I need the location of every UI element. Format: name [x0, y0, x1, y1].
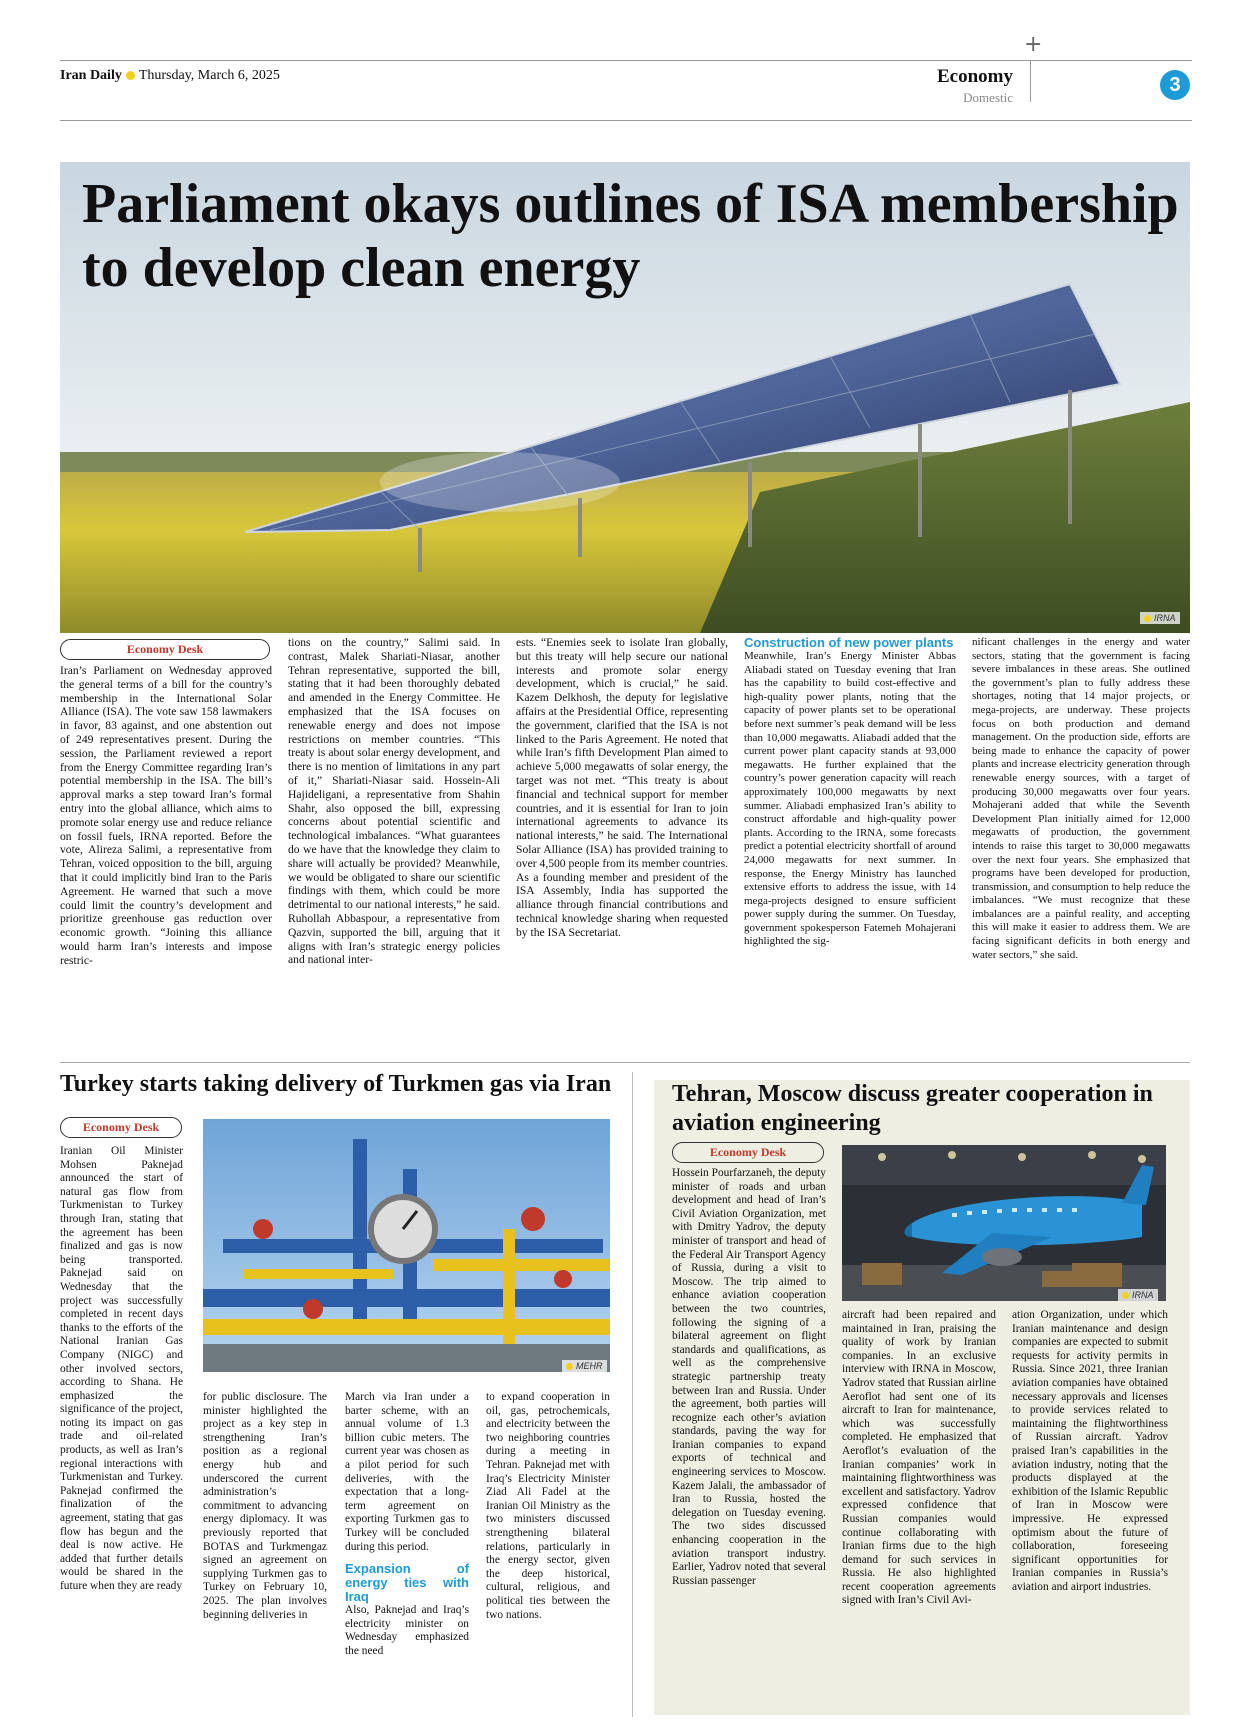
- main-column-4-text: Meanwhile, Iran’s Energy Minister Abbas Aliabadi stated on Tuesday evening that Iran has the capability to build cost-effective and high-quality power plants, noting that the capacity of power plants set to be operational before next summer’s peak demand will be less than 10,000 megawatts. Aliabadi added that the current power plant capacity stands at 93,000 megawatts. He further explained that the country’s power generation capacity will reach approximately 100,000 megawatts by next summer. Aliabadi emphasized Iran’s ability to construct affordable and high-quality power plants. According to the IRNA, some forecasts predict a potential electricity shortfall of around 24,000 megawatts for next summer. In response, the Energy Ministry has launched extensive efforts to address the issue, with 14 mega-projects designed to ensure sufficient power supply during the summer. On Tuesday, government spokesperson Fatemeh Mohajerani highlighted the sig-: [744, 650, 956, 948]
- turkey-column-1: Iranian Oil Minister Mohsen Paknejad announced the start of natural gas flow from Turkmenistan to Turkey through Iran, stating that the agreement has been finalized and gas is now being transported. Paknejad said on Wednesday that the project was successfully completed in recent days thanks to the efforts of the National Iranian Gas Company (NIGC) and other involved sectors, according to Shana. He emphasized the significance of the project, noting its impact on gas trade and oil-related products, as well as Iran’s regional interactions with Turkmenistan and Turkey. Paknejad confirmed the finalization of the agreement, stating that gas flow has begun and the deal is now active. He added that further details would be shared in the future when they are ready: [60, 1145, 183, 1592]
- turkey-photo-credit-text: MEHR: [576, 1361, 603, 1371]
- subhead-iraq: Expansion of energy ties with Iraq: [345, 1561, 469, 1605]
- paper-name: Iran Daily: [60, 68, 122, 83]
- blue-airplane-illustration: [842, 1145, 1166, 1301]
- gas-valves-illustration: [203, 1119, 610, 1372]
- economy-desk-badge: Economy Desk: [60, 639, 270, 660]
- masthead: [60, 68, 280, 84]
- turkey-column-3: [345, 1391, 469, 1659]
- section-label: [900, 66, 1013, 106]
- subhead-power-plants: Construction of new power plants: [744, 635, 954, 650]
- turkey-headline: Turkey starts taking delivery of Turkmen gas via Iran: [60, 1071, 612, 1097]
- main-headline: Parliament okays outlines of ISA membership to develop clean energy: [82, 173, 1179, 299]
- column-divider: [632, 1072, 633, 1717]
- turkey-column-4: to expand cooperation in oil, gas, petrochemicals, and electricity between the two neighboring countries during a meeting in Tehran. Paknejad met with Iraq’s Electricity Minister Ziad Ali Fadel at the Iranian Oil Ministry as the two ministers discussed strengthening bilateral relations, particularly in the energy sector, given the deep historical, cultural, religious, and political ties between the two nations.: [486, 1391, 610, 1621]
- turkey-desk-badge: Economy Desk: [60, 1117, 182, 1138]
- main-column-5: nificant challenges in the energy and water sectors, stating that the government is facing severe imbalances in these areas. She outlined the government’s plan to fully address these shortages, noting that 14 major projects, or mega-projects, are underway. These projects focus on both production and demand management. On the production side, efforts are being made to enhance the capacity of power plants and increase electricity generation through renewable energy sources, with a target of producing 30,000 megawatts over four years. Mohajerani added that while the Seventh Development Plan initially aimed for 12,000 megawatts of production, the government intends to raise this target to 30,000 megawatts over the next four years. She emphasized that programs have been developed for production, transmission, and consumption to help reduce the imbalances. “We must recognize that these imbalances are a painful reality, and accepting this will make it easier to address them. We are facing significant deficits in both energy and water sectors,” she said.: [972, 636, 1190, 961]
- credit-dot-icon: [1144, 615, 1151, 622]
- credit-dot-icon: [566, 1363, 573, 1370]
- aviation-photo-credit: [1118, 1289, 1158, 1301]
- turkey-column-2: for public disclosure. The minister highlighted the project as a key step in strengthening Iran’s position as a regional energy hub and underscored the current administration’s commitment to advancing energy diplomacy. It was previously reported that BOTAS and Turkmengaz signed an agreement on supplying Turkmen gas to Turkey on February 10, 2025. The plan involves beginning deliveries in: [203, 1391, 327, 1621]
- section-name: Economy: [937, 66, 1013, 87]
- photo-credit: [1140, 612, 1180, 624]
- photo-credit-text: IRNA: [1154, 613, 1176, 623]
- main-column-2: tions on the country,” Salimi said. In contrast, Malek Shariati-Niasar, another Tehran representative, supported the bill, stating that it had been thoroughly debated and amended in the Energy Committee. He emphasized that the ISA focuses on renewable energy and does not impose restrictions on member countries. “This treaty is about solar energy development, and there is no mention of limitations in any part of it,” Shariati-Niasar said. Hossein-Ali Hajideligani, a representative from Shahin Shahr, also opposed the bill, expressing concerns about potential scientific and technological imbalances. “What guarantees do we have that the knowledge they claim to share will actually be provided? Meanwhile, we would be obligated to share our scientific findings with them, which could be more detrimental to our national interests,” he said. Ruhollah Abbaspour, a representative from Qazvin, supported the bill, arguing that it aligns with Iran’s strategic energy policies and national inter-: [288, 636, 500, 967]
- gas-pipeline-photo: [203, 1119, 610, 1372]
- aircraft-hangar-photo: [842, 1145, 1166, 1301]
- aviation-desk-badge: Economy Desk: [672, 1142, 824, 1163]
- aviation-column-3: ation Organization, under which Iranian maintenance and design companies are expected to submit requests for activity permits in Russia. Since 2021, three Iranian aviation companies have obtained necessary approvals and licenses to provide services related to maintaining the flightworthiness of Russian aircraft. Yadrov praised Iran’s capabilities in the aviation industry, noting that the products displayed at the exhibition of the Islamic Republic of Iran in Moscow were impressive. He expressed optimism about the future of collaboration, foreseeing significant opportunities for Iranian companies in Russia’s aviation and airport industries.: [1012, 1309, 1168, 1593]
- aviation-headline: Tehran, Moscow discuss greater cooperation in aviation engineering: [672, 1081, 1153, 1136]
- credit-dot-icon: [1122, 1292, 1129, 1299]
- yellow-dot-icon: [126, 71, 135, 80]
- turkey-column-3a: March via Iran under a barter scheme, with an annual volume of 1.3 billion cubic meters. The current year was chosen as a pilot period for such deliveries, with the expectation that a long-term agreement on exporting Turkmen gas to Turkey will be concluded during this period.: [345, 1391, 469, 1553]
- turkey-photo-credit: [562, 1360, 607, 1372]
- section-separator: [60, 1062, 1190, 1063]
- page-number-badge: 3: [1160, 70, 1190, 100]
- section-sub: Domestic: [963, 90, 1013, 105]
- main-column-1: Iran’s Parliament on Wednesday approved the general terms of a bill for the country’s membership in the International Solar Alliance (ISA). The vote saw 158 lawmakers in favor, 83 against, and one abstention out of 249 representatives present. During the session, the Parliament reviewed a report from the Energy Committee regarding Iran’s potential membership in the ISA. The bill’s approval marks a step toward Iran’s formal entry into the global alliance, which aims to promote solar energy use and reduce reliance on fossil fuels, IRNA reported. Before the vote, Alireza Salimi, a representative from Tehran, voiced opposition to the bill, arguing that it could implicitly bind Iran to the Paris Agreement. He warned that such a move could limit the country’s development and prioritize greenhouse gas reduction over economic growth. “Joining this alliance would harm Iran’s interests and impose restric-: [60, 664, 272, 967]
- turkey-column-3b: Also, Paknejad and Iraq’s electricity minister on Wednesday emphasized the need: [345, 1604, 469, 1657]
- main-column-3: ests. “Enemies seek to isolate Iran globally, but this treaty will help secure our national interests and promote solar energy development, which is crucial,” he said. Kazem Delkhosh, the deputy for legislative affairs at the Presidential Office, representing the government, clarified that the ISA is not linked to the Paris Agreement. He noted that while Iran’s fifth Development Plan aimed to achieve 5,000 megawatts of solar energy, the target was not met. “This treaty is about financial and technical support for member countries, and it is essential for Iran to join international agreements to advance its national interests,” he said. The International Solar Alliance (ISA) has provided training to over 4,500 people from its member countries. As a founding member and president of the ISA Assembly, India has supported the alliance through financial contributions and technical knowledge sharing when requested by the ISA Secretariat.: [516, 636, 728, 939]
- issue-date: Thursday, March 6, 2025: [138, 68, 280, 83]
- main-column-4: [744, 636, 956, 949]
- header-top-rule: [60, 60, 1192, 61]
- header-bottom-rule: [60, 120, 1192, 121]
- aviation-column-2: aircraft had been repaired and maintained in Iran, praising the quality of work by Iranian companies. In an exclusive interview with IRNA in Moscow, Yadrov stated that Russian airline Aeroflot had sent one of its aircraft to Iran for maintenance, which was successfully completed. He emphasized that Aeroflot’s evaluation of the Iranian companies’ work in maintaining flightworthiness was excellent and satisfactory. Yadrov expressed confidence that Russian companies would continue collaborating with Iranian firms due to the high demand for such services in Russia. He also highlighted recent cooperation agreements signed with Iran’s Civil Avi-: [842, 1309, 996, 1607]
- aviation-column-1: Hossein Pourfarzaneh, the deputy minister of roads and urban development and head of Iran’s Civil Aviation Organization, met with Dmitry Yadrov, the deputy minister of transport and head of the Federal Air Transport Agency of Russia, during a visit to Moscow. The trip aimed to enhance aviation cooperation between the two countries, following the signing of a bilateral agreement on flight standards and qualifications, as well as the comprehensive strategic partnership treaty between Iran and Russia. Under the agreement, both parties will recognize each other’s aviation standards, paving the way for Iranian companies to expand exports of technical and engineering services to Moscow. Kazem Jalali, the ambassador of Iran to Russia, hosted the delegation on Tuesday evening. The two sides discussed enhancing cooperation in the aviation transport industry. Earlier, Yadrov noted that several Russian passenger: [672, 1167, 826, 1587]
- header-divider: [1030, 60, 1031, 102]
- aviation-photo-credit-text: IRNA: [1132, 1290, 1154, 1300]
- plus-mark: +: [1024, 32, 1043, 57]
